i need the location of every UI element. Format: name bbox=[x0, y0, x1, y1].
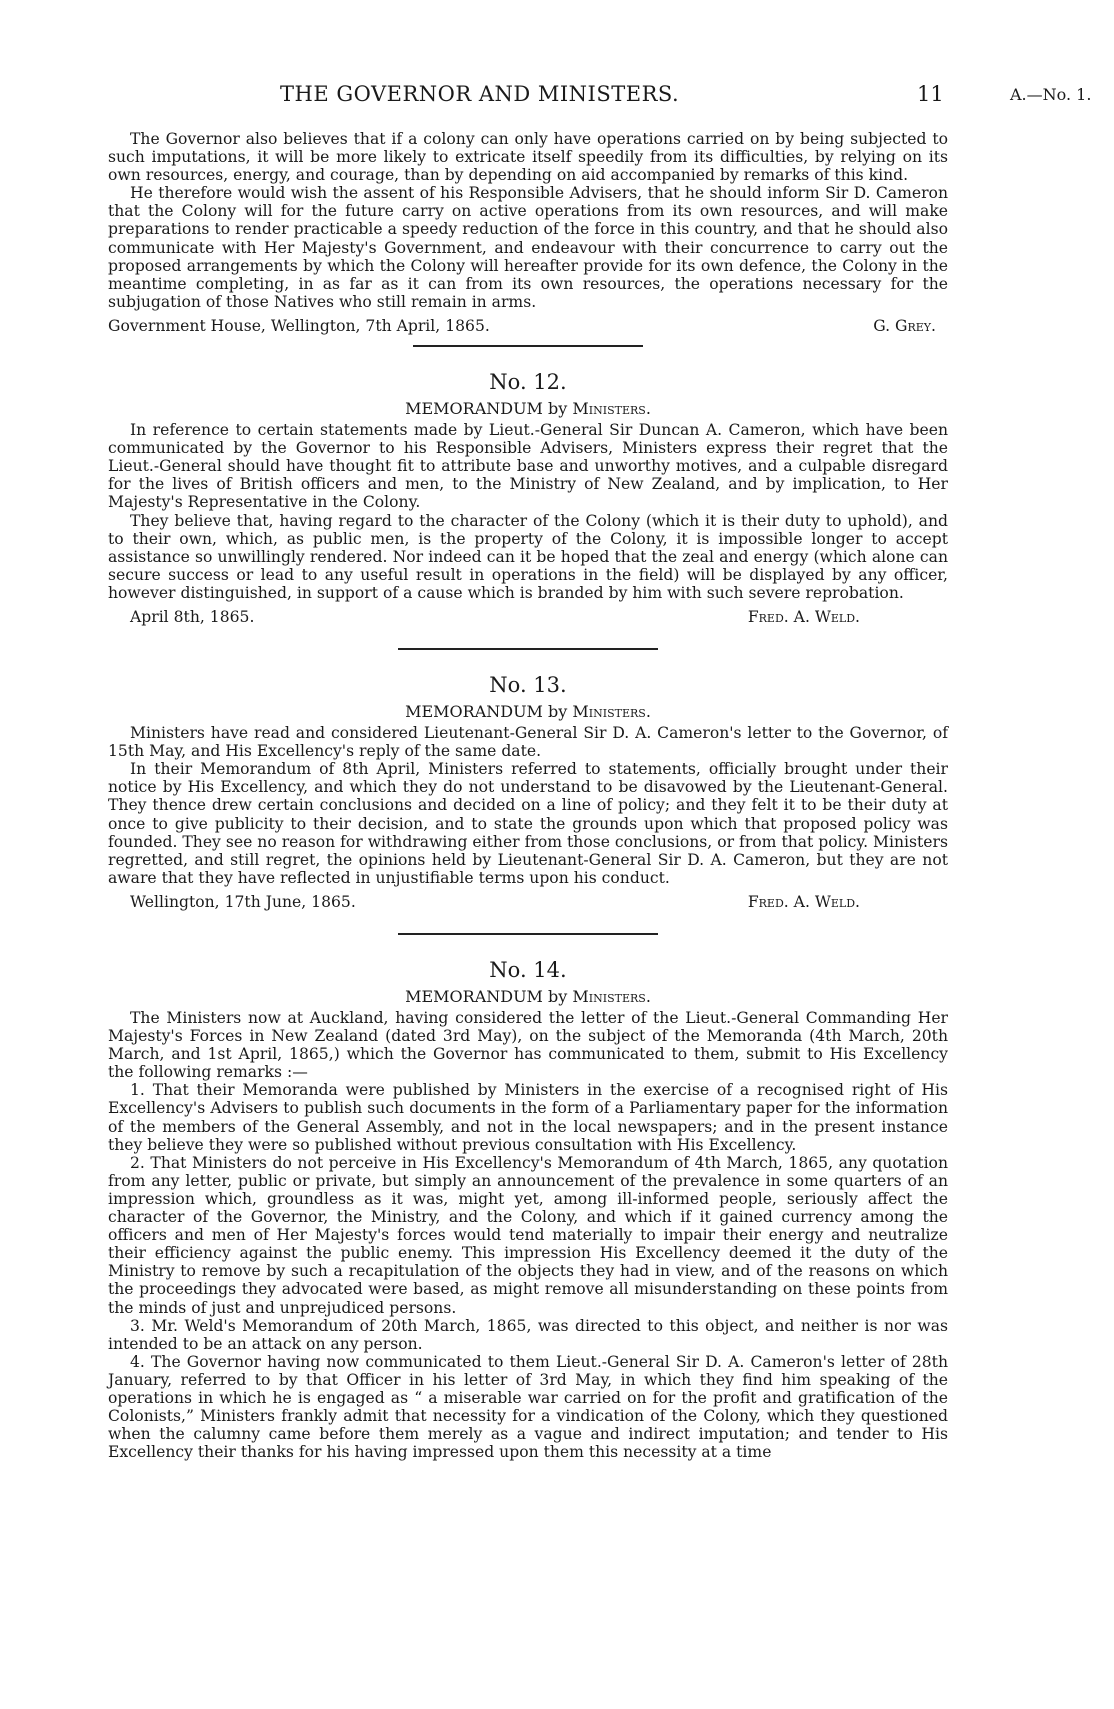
memo-author: Ministers. bbox=[572, 702, 651, 722]
signature-line bbox=[108, 317, 948, 335]
signature-line bbox=[108, 893, 948, 911]
signature-name: Fred. A. Weld. bbox=[747, 892, 860, 911]
memo-heading bbox=[108, 987, 948, 1006]
paragraph: In their Memorandum of 8th April, Ministers referred to statements, officially brought under their notice by His Excellency, and which they do not understand to be disavowed by the Lieutenant-General. They thence drew certain conclusions and decided on a line of policy; and they felt it to be their duty at once to give publicity to their decision, and to state the grounds upon which that proposed policy was founded. They see no reason for withdrawing either from those conclusions, or from that policy. Ministers regretted, and still regret, the opinions held by Lieutenant-General Sir D. A. Cameron, but they are not aware that they have reflected in unjustifiable terms upon his conduct. bbox=[108, 760, 948, 887]
paragraph: The Ministers now at Auckland, having considered the letter of the Lieut.-General Commanding Her Majesty's Forces in New Zealand (dated 3rd May), on the subject of the Memoranda (4th March, 20th March, and 1st April, 1865,) which the Governor has communicated to them, submit to His Excellency the following remarks :— bbox=[108, 1009, 948, 1082]
memo-heading bbox=[108, 702, 948, 721]
paragraph: Ministers have read and considered Lieutenant-General Sir D. A. Cameron's letter to the Governor, of 15th May, and His Excellency's reply of the same date. bbox=[108, 724, 948, 761]
paragraph: He therefore would wish the assent of his Responsible Advisers, that he should inform Sir D. Cameron that the Colony will for the future carry on active operations from its own resources, and will make preparations to render practicable a speedy reduction of the force in this country, and that he should also communicate with Her Majesty's Government, and endeavour with their concurrence to carry out the proposed arrangements by which the Colony will hereafter provide for its own defence, the Colony in the meantime completing, in as far as it can from its own resources, the operations necessary for the subjugation of those Natives who still remain in arms. bbox=[108, 184, 948, 311]
memo-author: Ministers. bbox=[572, 399, 651, 419]
memo-author: Ministers. bbox=[572, 987, 651, 1006]
signature-name: G. Grey. bbox=[873, 316, 936, 335]
signature-place: Government House, Wellington, 7th April, 1865. bbox=[108, 316, 490, 335]
document-body bbox=[108, 130, 948, 1461]
page-header bbox=[0, 82, 1114, 112]
page-number: 11 bbox=[917, 82, 944, 106]
section-divider bbox=[398, 933, 658, 935]
signature-place: Wellington, 17th June, 1865. bbox=[130, 892, 356, 911]
signature-line bbox=[108, 608, 948, 626]
memo-heading bbox=[108, 399, 948, 418]
paragraph: 2. That Ministers do not perceive in His Excellency's Memorandum of 4th March, 1865, any quotation from any letter, public or private, but simply an announcement of the prevalence in some quarters of an impression which, groundless as it was, might yet, among ill-informed people, seriously affect the character of the Governor, the Ministry, and the Colony, and which if it gained currency among the officers and men of Her Majesty's forces would tend materially to impair their energy and neutralize their efficiency against the public enemy. This impression His Excellency deemed it the duty of the Ministry to remove by such a recapitulation of the objects they had in view, and of the reasons on which the proceedings they advocated were based, as might remove all misunderstanding on these points from the minds of just and unprejudiced persons. bbox=[108, 1153, 948, 1317]
signature-place: April 8th, 1865. bbox=[130, 607, 255, 626]
paragraph: In reference to certain statements made by Lieut.-General Sir Duncan A. Cameron, which have been communicated by the Governor to his Responsible Advisers, Ministers express their regret that the Lieut.-General should have thought fit to attribute base and unworthy motives, and a culpable disregard for the lives of British officers and men, to the Ministry of New Zealand, and by implication, to Her Majesty's Representative in the Colony. bbox=[108, 421, 948, 512]
memo-number: No. 14. bbox=[489, 958, 567, 982]
paper-reference: A.—No. 1. bbox=[1010, 85, 1092, 104]
running-title: THE GOVERNOR AND MINISTERS. bbox=[280, 82, 680, 106]
paragraph: They believe that, having regard to the character of the Colony (which it is their duty to uphold), and to their own, which, as public men, is the property of the Colony, it is impossible longer to accept assistance so unwillingly rendered. Nor indeed can it be hoped that the zeal and energy (which alone can secure success or lead to any useful result in operations in the field) will be displayed by any officer, however distinguished, in support of a cause which is branded by him with such severe reprobation. bbox=[108, 511, 948, 602]
memo-prefix: MEMORANDUM by bbox=[405, 987, 568, 1006]
section-divider bbox=[413, 345, 643, 347]
memo-number: No. 13. bbox=[489, 673, 567, 698]
paragraph: The Governor also believes that if a colony can only have operations carried on by being subjected to such imputations, it will be more likely to extricate itself speedily from its difficulties, by relying on its own resources, energy, and courage, than by depending on aid accompanied by remarks of this kind. bbox=[108, 130, 948, 185]
paragraph: 3. Mr. Weld's Memorandum of 20th March, 1865, was directed to this object, and neither is nor was intended to be an attack on any person. bbox=[108, 1316, 948, 1353]
memo-prefix: MEMORANDUM by bbox=[405, 399, 568, 419]
section-divider bbox=[398, 648, 658, 650]
paragraph: 4. The Governor having now communicated to them Lieut.-General Sir D. A. Cameron's letter of 28th January, referred to by that Officer in his letter of 3rd May, in which they find him speaking of the operations in which he is engaged as “ a miserable war carried on for the profit and gratification of the Colonists,” Ministers frankly admit that necessity for a vindication of the Colony, which they questioned when the calumny came before them merely as a vague and indirect imputation; and tender to His Excellency their thanks for his having impressed upon them this necessity at a time bbox=[108, 1352, 948, 1462]
memo-prefix: MEMORANDUM by bbox=[405, 702, 568, 722]
signature-name: Fred. A. Weld. bbox=[747, 607, 860, 626]
paragraph: 1. That their Memoranda were published by Ministers in the exercise of a recognised right of His Excellency's Advisers to publish such documents in the form of a Parliamentary paper for the information of the members of the General Assembly, and not in the local newspapers; and in the present instance they believe they were so published without previous consultation with His Excellency. bbox=[108, 1081, 948, 1154]
memo-number: No. 12. bbox=[489, 370, 567, 395]
